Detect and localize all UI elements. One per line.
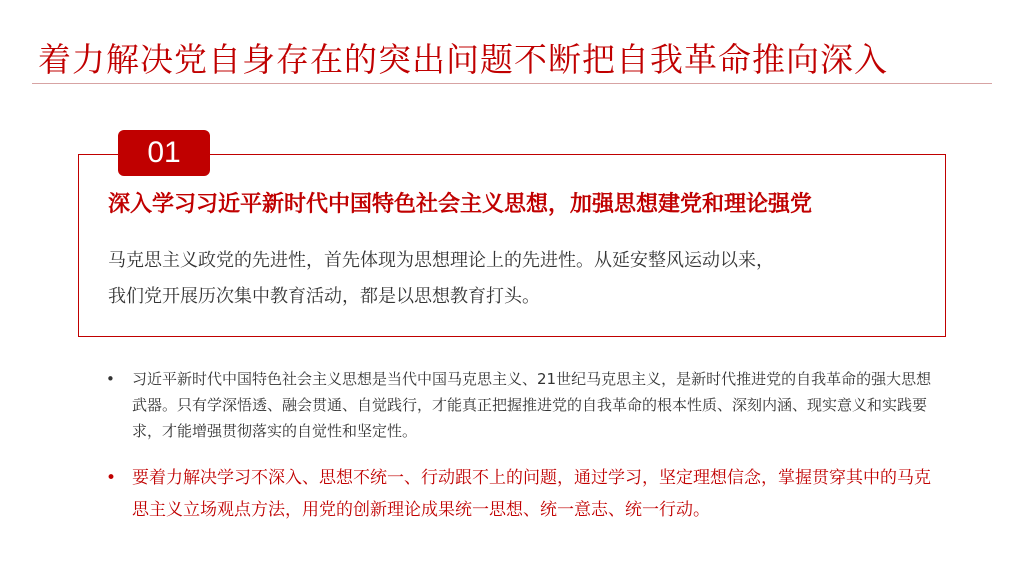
section-heading: 深入学习习近平新时代中国特色社会主义思想，加强思想建党和理论强党 [108, 192, 813, 217]
title-divider [32, 83, 992, 84]
bullet-marker: • [106, 370, 115, 388]
section-body-line: 我们党开展历次集中教育活动，都是以思想教育打头。 [108, 286, 540, 307]
bullet-item [106, 366, 938, 444]
section-body [108, 243, 918, 315]
bullet-text: 习近平新时代中国特色社会主义思想是当代中国马克思主义、21世纪马克思主义，是新时代推进党的自我革命的强大思想武器。只有学深悟透、融会贯通、自觉践行，才能真正把握推进党的自我革命的根本性质、深刻内涵、现实意义和实践要求，才能增强贯彻落实的自觉性和坚定性。 [132, 370, 932, 440]
section-number-badge: 01 [118, 130, 210, 176]
bullet-list [106, 366, 938, 526]
bullet-text: 要着力解决学习不深入、思想不统一、行动跟不上的问题，通过学习，坚定理想信念，掌握贯穿其中的马克思主义立场观点方法，用党的创新理论成果统一思想、统一意志、统一行动。 [132, 468, 931, 520]
bullet-marker: • [106, 468, 117, 488]
bullet-item-highlight [106, 462, 938, 526]
slide-title: 着力解决党自身存在的突出问题不断把自我革命推向深入 [38, 40, 888, 79]
section-body-line: 马克思主义政党的先进性，首先体现为思想理论上的先进性。从延安整风运动以来， [108, 250, 774, 271]
